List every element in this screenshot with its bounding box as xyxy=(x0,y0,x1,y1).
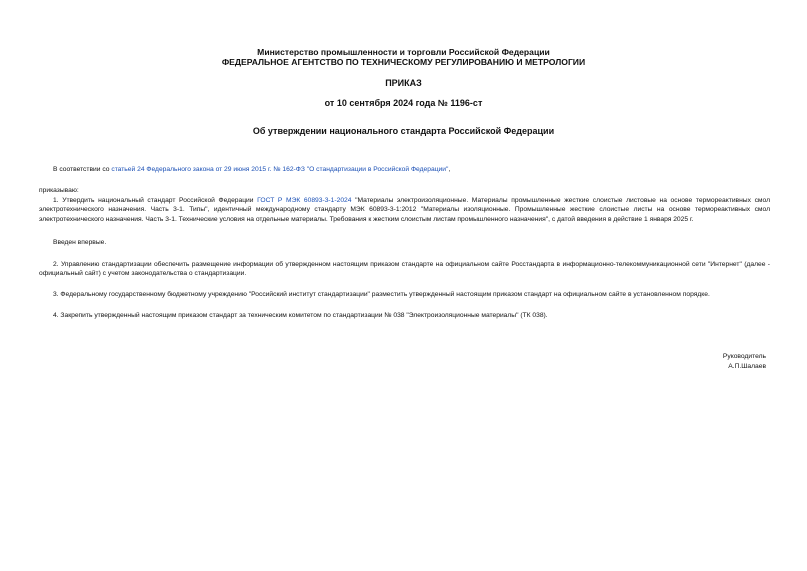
federal-law-link[interactable]: статьей 24 Федерального закона от 29 июня 2015 г. № 162-ФЗ "О стандартизации в Российской Федерации" xyxy=(111,166,449,173)
item-1-prefix: 1. Утвердить национальный стандарт Российской Федерации xyxy=(53,197,258,204)
item-1-paragraph xyxy=(39,196,770,224)
item-1-text: "Материалы электроизоляционные. Материалы промышленные жесткие слоистые листовые на основе термореактивных смол электротехнического назначения. Часть 3-1. Типы", идентичный международному стандарту МЭК 60893-3-1:2012 "Материалы изоляционные. Промышленные жесткие слоистые листы на основе термореактивных смол электротехнического назначения. Часть 3-1. Технические условия на отдельные материалы. Требования к жестким слоистым листам промышленного назначения", с датой введения в действие 1 января 2025 г. xyxy=(39,197,770,223)
order-word: приказываю: xyxy=(39,187,79,194)
item-3-paragraph: 3. Федеральному государственному бюджетному учреждению "Российский институт стандартизации" разместить утвержденный настоящим приказом стандарт на официальном сайте в установленном порядке. xyxy=(53,291,710,298)
gost-standard-link[interactable]: ГОСТ Р МЭК 60893-3-1-2024 xyxy=(257,197,352,204)
signature-title: Руководитель xyxy=(722,353,766,360)
item-2-paragraph: 2. Управлению стандартизации обеспечить размещение информации об утвержденном настоящим приказом стандарте на официальном сайте Росстандарта в информационно-телекоммуникационной сети "Интернет" (далее - официальный сайт) с учетом законодательства о стандартизации. xyxy=(39,261,770,278)
intro-paragraph xyxy=(39,165,770,174)
document-type: ПРИКАЗ xyxy=(385,78,422,88)
document-date-number: от 10 сентября 2024 года № 1196-ст xyxy=(324,98,483,108)
intro-prefix: В соответствии со xyxy=(53,166,112,173)
intro-suffix: , xyxy=(448,166,451,173)
agency-name: ФЕДЕРАЛЬНОЕ АГЕНТСТВО ПО ТЕХНИЧЕСКОМУ РЕГУЛИРОВАНИЮ И МЕТРОЛОГИИ xyxy=(221,57,586,67)
introduced-first-note: Введен впервые. xyxy=(53,239,107,246)
item-4-paragraph: 4. Закрепить утвержденный настоящим приказом стандарт за техническим комитетом по стандартизации № 038 "Электроизоляционные материалы" (ТК 038). xyxy=(53,312,548,319)
document-subject: Об утверждении национального стандарта Российской Федерации xyxy=(252,126,555,136)
signature-name: А.П.Шалаев xyxy=(728,363,766,370)
ministry-name: Министерство промышленности и торговли Российской Федерации xyxy=(257,47,550,57)
